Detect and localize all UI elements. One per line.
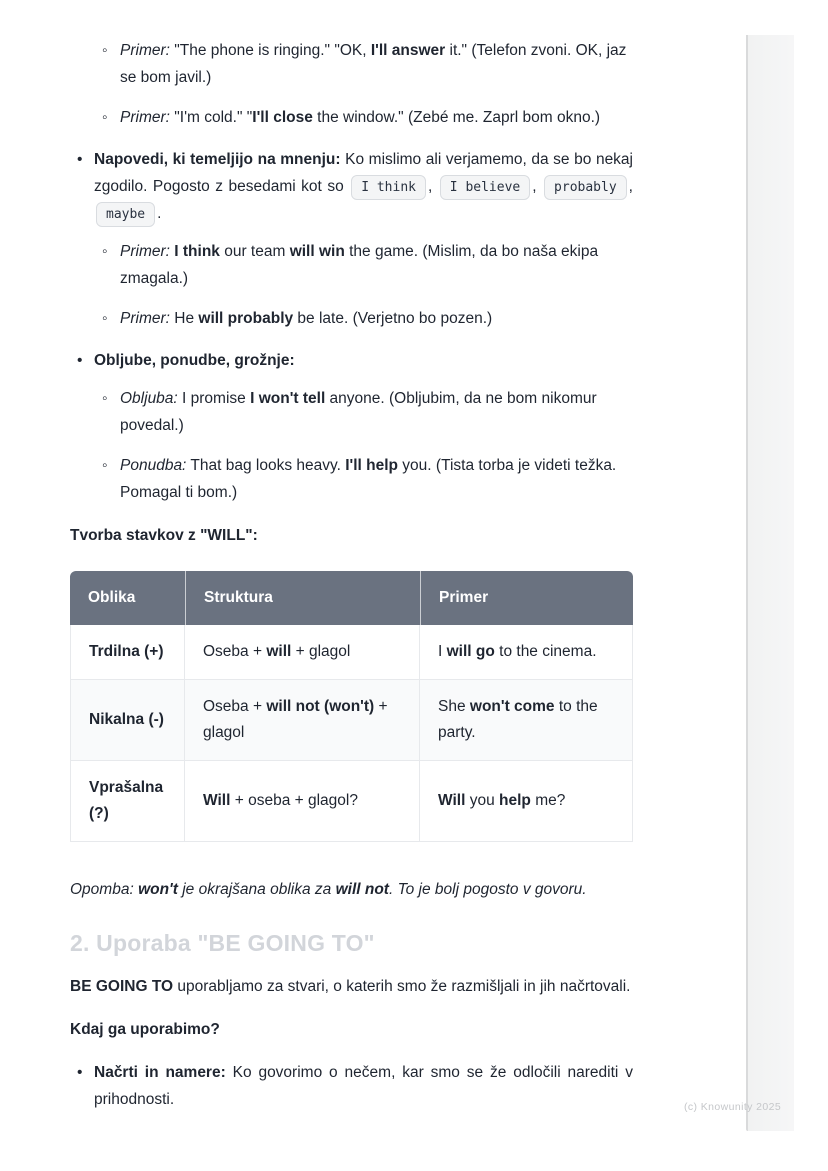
text-run: me? [530, 792, 566, 809]
text-run: "The phone is ringing." "OK, [169, 42, 371, 59]
italic-label: Primer: [120, 42, 170, 59]
bold-run: will probably [198, 310, 294, 327]
intro-example-list [70, 37, 633, 131]
example-sublist [94, 385, 633, 506]
table-cell-example [420, 625, 633, 680]
will-forms-table [70, 571, 633, 842]
text-run: . [157, 205, 162, 222]
text-run: the game. (Mislim, da bo naša ekipa zmagala.) [120, 243, 599, 287]
bold-run: Will [438, 792, 466, 809]
bold-run: will not [335, 881, 389, 898]
text-run: our team [219, 243, 290, 260]
text-run: + oseba + glagol? [230, 792, 358, 809]
table-header-primer: Primer [420, 571, 633, 625]
table-cell-example [420, 680, 633, 761]
text-run: , [532, 178, 543, 195]
list-item [70, 146, 633, 332]
table-header-oblika: Oblika [70, 571, 185, 625]
text-run: Oseba + [203, 643, 267, 660]
table-cell-form: Vprašalna (?) [70, 761, 185, 842]
bold-run: will go [446, 643, 495, 660]
text-run: . To je bolj pogosto v govoru. [388, 881, 587, 898]
text-run: , [428, 178, 438, 195]
table-row [70, 761, 633, 842]
italic-label: Obljuba: [120, 390, 178, 407]
bold-run: I'll close [252, 109, 313, 126]
bold-run: help [499, 792, 531, 809]
text-run: to the party. [438, 698, 598, 741]
table-header-row [70, 571, 633, 625]
list-item [70, 1059, 633, 1113]
italic-label: Ponudba: [120, 457, 187, 474]
kdaj-heading: Kdaj ga uporabimo? [70, 1021, 220, 1038]
text-run: I promise [177, 390, 251, 407]
list-item [70, 104, 633, 131]
table-row [70, 680, 633, 761]
copyright-watermark: (c) Knowunity 2025 [684, 1101, 782, 1113]
table-intro-heading: Tvorba stavkov z "WILL": [70, 527, 258, 544]
bold-run: will [266, 643, 292, 660]
text-run: I [438, 643, 447, 660]
list-item [94, 385, 633, 439]
example-sublist [94, 238, 633, 332]
table-header-struktura: Struktura [185, 571, 420, 625]
section-heading-be-going-to: 2. Uporaba "BE GOING TO" [70, 930, 375, 956]
table-cell-structure [185, 625, 420, 680]
text-run: you. (Tista torba je videti težka. Pomagal ti bom.) [120, 457, 617, 501]
code-badge: I believe [440, 175, 530, 200]
bold-run: I'll answer [370, 42, 446, 59]
text-run: , [628, 178, 633, 195]
be-going-to-paragraph [70, 973, 633, 1000]
list-item [94, 452, 633, 506]
bold-run: Will [203, 792, 231, 809]
bold-run: BE GOING TO [70, 978, 174, 995]
list-item [70, 37, 633, 91]
bold-run: Načrti in namere: [94, 1064, 226, 1081]
italic-label: Primer: [120, 243, 170, 260]
text-run: Oseba + [203, 698, 267, 715]
table-cell-example [420, 761, 633, 842]
italic-label: Primer: [120, 310, 170, 327]
code-badge: probably [544, 175, 627, 200]
bold-run: I won't tell [250, 390, 326, 407]
next-page-edge [746, 35, 794, 1131]
bold-run: will win [289, 243, 345, 260]
table-cell-form: Trdilna (+) [70, 625, 185, 680]
note-paragraph [70, 876, 633, 903]
text-run: Ko govorimo o nečem, kar smo se že odločili narediti v prihodnosti. [94, 1064, 633, 1108]
text-run: "I'm cold." " [169, 109, 253, 126]
text-run: to the cinema. [494, 643, 597, 660]
code-badge: I think [351, 175, 426, 200]
bold-run: won't come [469, 698, 555, 715]
table-cell-form: Nikalna (-) [70, 680, 185, 761]
bold-run: I think [174, 243, 220, 260]
text-run: je okrajšana oblika za [177, 881, 336, 898]
italic-label: Primer: [120, 109, 170, 126]
text-run: uporabljamo za stvari, o katerih smo že razmišljali in jih načrtovali. [173, 978, 631, 995]
will-forms-table-wrapper [70, 571, 633, 842]
list-item [94, 238, 633, 292]
text-run: anyone. (Obljubim, da ne bom nikomur povedal.) [120, 390, 597, 434]
text-run: Opomba: [70, 881, 139, 898]
text-run: + glagol [203, 698, 388, 741]
table-cell-structure [185, 680, 420, 761]
text-run: He [169, 310, 199, 327]
text-run: Ko mislimo ali verjamemo, da se bo nekaj zgodilo. Pogosto z besedami kot so [94, 151, 633, 195]
text-run: She [438, 698, 470, 715]
text-run: you [465, 792, 500, 809]
list-item [70, 347, 633, 506]
table-row [70, 625, 633, 680]
text-run: it." (Telefon zvoni. OK, jaz se bom javil.) [120, 42, 627, 86]
bold-run: will not (won't) [266, 698, 375, 715]
usage-bullet-list-2 [70, 1059, 633, 1113]
text-run: + glagol [291, 643, 351, 660]
bold-run: won't [138, 881, 178, 898]
text-run: be late. (Verjetno bo pozen.) [293, 310, 493, 327]
code-badge: maybe [96, 202, 155, 227]
bold-run: I'll help [345, 457, 398, 474]
text-run: That bag looks heavy. [186, 457, 346, 474]
list-item [94, 305, 633, 332]
document-content [70, 37, 633, 1113]
usage-bullet-list [70, 146, 633, 506]
bold-run: Napovedi, ki temeljijo na mnenju: [94, 151, 341, 168]
text-run: the window." (Zebé me. Zaprl bom okno.) [312, 109, 601, 126]
table-cell-structure [185, 761, 420, 842]
bold-run: Obljube, ponudbe, grožnje: [94, 352, 295, 369]
